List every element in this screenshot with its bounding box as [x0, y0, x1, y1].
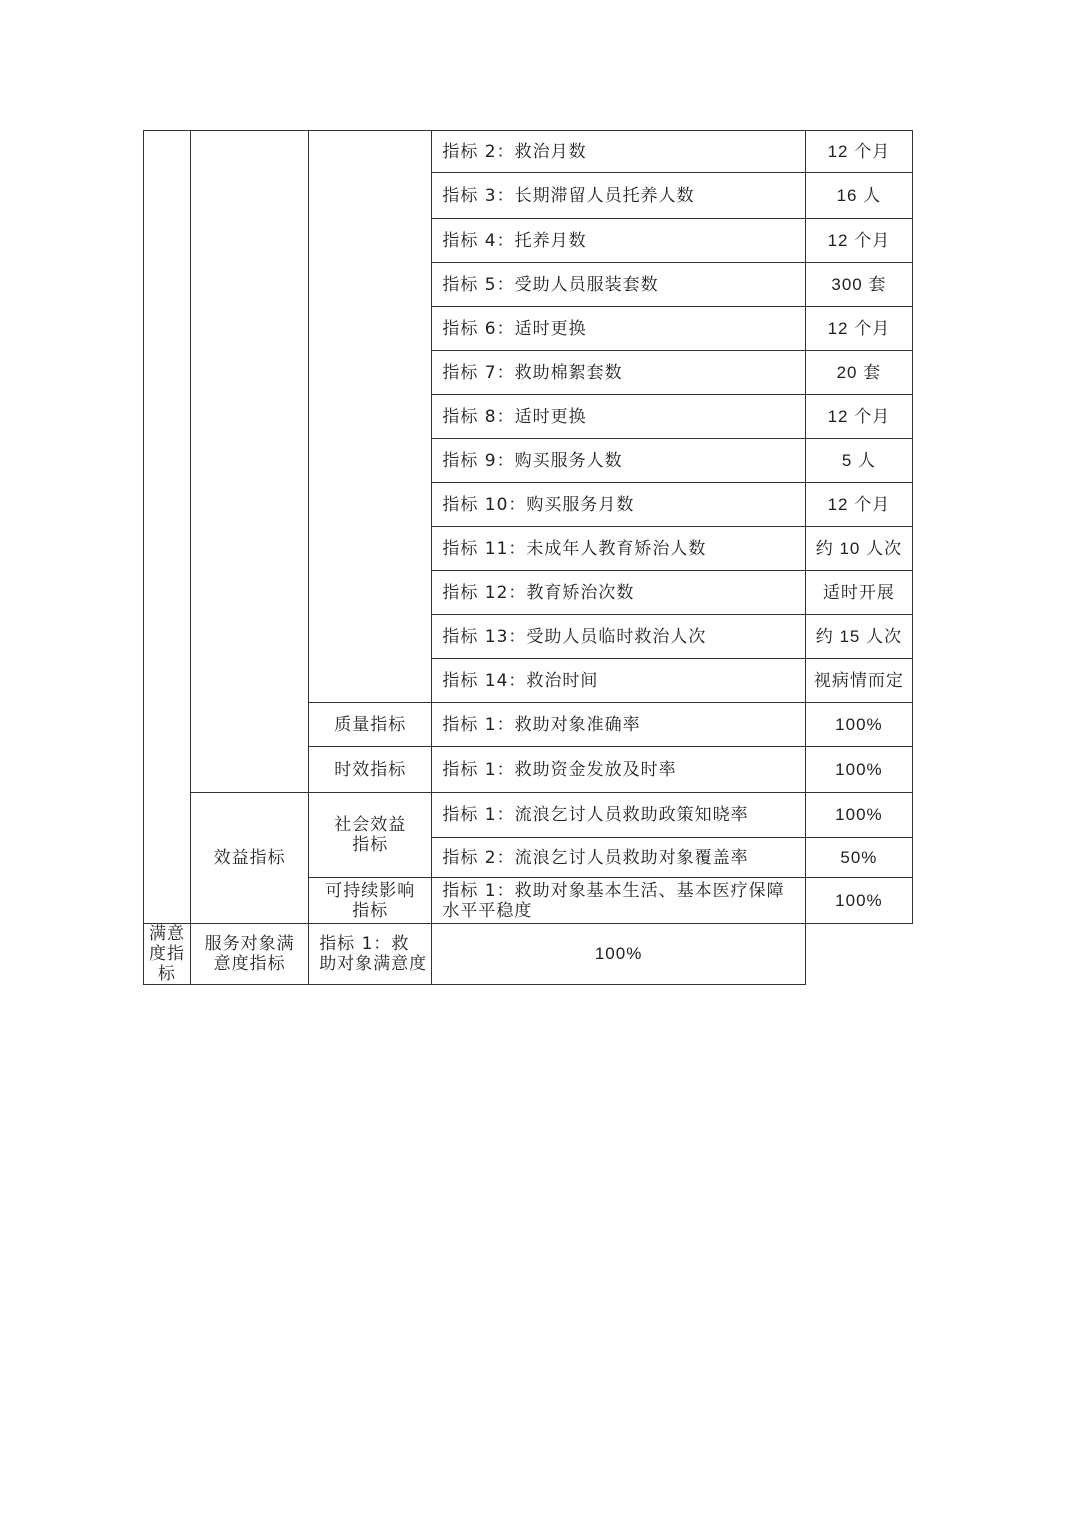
- indicator-value: 约 15 人次: [805, 615, 912, 659]
- indicator-value: 100%: [805, 793, 912, 838]
- indicator-text: 指标 2：流浪乞讨人员救助对象覆盖率: [432, 838, 805, 878]
- indicator-text: 指标 1：救助对象准确率: [432, 703, 805, 747]
- indicator-value: 100%: [805, 878, 912, 924]
- indicator-text: 指标 12：教育矫治次数: [432, 571, 805, 615]
- indicator-text: 指标 5：受助人员服装套数: [432, 263, 805, 307]
- indicator-value: 12 个月: [805, 307, 912, 351]
- indicator-text: 指标 9：购买服务人数: [432, 439, 805, 483]
- social-benefit-label: 社会效益指标: [309, 793, 432, 878]
- quality-indicator-label: 质量指标: [309, 703, 432, 747]
- indicator-value: 约 10 人次: [805, 527, 912, 571]
- indicator-text: 指标 1：救助资金发放及时率: [432, 747, 805, 793]
- indicator-value: 100%: [432, 924, 805, 985]
- indicator-text: 指标 1：救助对象基本生活、基本医疗保障水平平稳度: [432, 878, 805, 924]
- indicator-text: 指标 2：救治月数: [432, 131, 805, 173]
- indicator-value: 20 套: [805, 351, 912, 395]
- indicator-value: 12 个月: [805, 483, 912, 527]
- indicator-value: 100%: [805, 703, 912, 747]
- indicator-text: 指标 1：流浪乞讨人员救助政策知晓率: [432, 793, 805, 838]
- indicator-text: 指标 14：救治时间: [432, 659, 805, 703]
- quantity-indicator-cell: [309, 131, 432, 703]
- table-row: [144, 924, 913, 985]
- timeliness-indicator-label: 时效指标: [309, 747, 432, 793]
- indicator-text: 指标 1：救助对象满意度: [309, 924, 432, 985]
- indicator-text: 指标 8：适时更换: [432, 395, 805, 439]
- sustainable-impact-label: 可持续影响指标: [309, 878, 432, 924]
- satisfaction-indicator-label: 满意度指标: [144, 924, 191, 985]
- benefit-indicator-label: 效益指标: [191, 793, 309, 924]
- indicator-value: 5 人: [805, 439, 912, 483]
- indicator-text: 指标 11：未成年人教育矫治人数: [432, 527, 805, 571]
- indicator-text: 指标 4：托养月数: [432, 219, 805, 263]
- service-satisfaction-label: 服务对象满意度指标: [191, 924, 309, 985]
- indicator-table: [143, 130, 913, 985]
- table-row: [144, 793, 913, 838]
- indicator-value: 16 人: [805, 173, 912, 219]
- indicator-value: 12 个月: [805, 219, 912, 263]
- indicator-value: 100%: [805, 747, 912, 793]
- indicator-text: 指标 3：长期滞留人员托养人数: [432, 173, 805, 219]
- indicator-value: 视病情而定: [805, 659, 912, 703]
- indicator-text: 指标 10：购买服务月数: [432, 483, 805, 527]
- indicator-text: 指标 13：受助人员临时救治人次: [432, 615, 805, 659]
- indicator-value: 12 个月: [805, 395, 912, 439]
- blank-first-column: [144, 131, 191, 924]
- table-row: [144, 131, 913, 173]
- indicator-text: 指标 6：适时更换: [432, 307, 805, 351]
- indicator-value: 300 套: [805, 263, 912, 307]
- indicator-text: 指标 7：救助棉絮套数: [432, 351, 805, 395]
- indicator-value: 50%: [805, 838, 912, 878]
- output-indicator-cell: [191, 131, 309, 793]
- indicator-value: 12 个月: [805, 131, 912, 173]
- indicator-value: 适时开展: [805, 571, 912, 615]
